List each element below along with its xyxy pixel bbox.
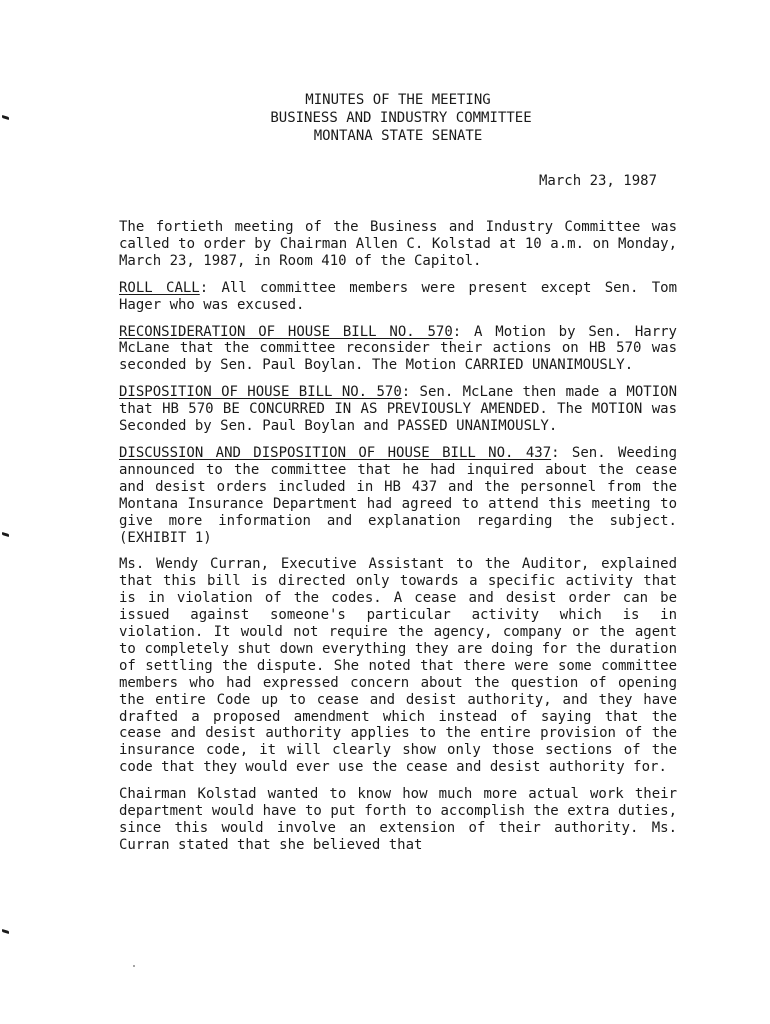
- paragraph-text: Chairman Kolstad wanted to know how much more actual work their department would have to put forth to accomplish the extra duties, since this would involve an extension of their authority. Ms. Curran stated that she believed that: [119, 786, 677, 853]
- section-heading: ROLL CALL: [119, 279, 200, 296]
- paragraph-roll-call: [119, 280, 677, 314]
- paragraph-text: : A Motion by Sen. Harry McLane that the committee reconsider their actions on HB 570 was seconded by Sen. Paul Boylan. The Motion CARRIED UNANIMOUSLY.: [119, 323, 677, 374]
- paragraph-curran-testimony: [119, 556, 677, 776]
- paragraph-disposition-hb570: [119, 384, 677, 435]
- scan-speck: [133, 965, 135, 967]
- paragraph-text: : All committee members were present except Sen. Tom Hager who was excused.: [119, 279, 677, 313]
- header-line-3: MONTANA STATE SENATE: [313, 128, 483, 144]
- paragraph-opening: [119, 219, 677, 270]
- document-header: [0, 91, 770, 145]
- paragraph-discussion-hb437: [119, 445, 677, 546]
- paragraph-text: The fortieth meeting of the Business and Industry Committee was called to order by Chairman Allen C. Kolstad at 10 a.m. on Monday, March 23, 1987, in Room 410 of the Capitol.: [119, 219, 677, 269]
- section-heading: DISCUSSION AND DISPOSITION OF HOUSE BILL NO. 437: [119, 444, 552, 461]
- paragraph-text: : Sen. McLane then made a MOTION that HB 570 BE CONCURRED IN AS PREVIOUSLY AMENDED. The MOTION was Seconded by Sen. Paul Boylan and PASSED UNANIMOUSLY.: [119, 384, 677, 435]
- header-line-1: MINUTES OF THE MEETING: [305, 92, 491, 108]
- paragraph-text: : Sen. Weeding announced to the committee that he had inquired about the cease and desist orders included in HB 437 and the personnel from the Montana Insurance Department had agreed to attend this meeting to give more information and explanation regarding the subject. (EXHIBIT 1): [119, 444, 677, 546]
- margin-mark: [2, 532, 9, 537]
- section-heading: DISPOSITION OF HOUSE BILL NO. 570: [119, 384, 402, 401]
- minutes-body: [119, 219, 677, 864]
- margin-mark: [2, 929, 9, 934]
- meeting-date: March 23, 1987: [539, 173, 658, 189]
- section-heading: RECONSIDERATION OF HOUSE BILL NO. 570: [119, 323, 453, 340]
- paragraph-reconsideration-hb570: [119, 324, 677, 375]
- paragraph-text: Ms. Wendy Curran, Executive Assistant to the Auditor, explained that this bill is directed only towards a specific activity that is in violation of the codes. A cease and desist order can be issued against someone's particular activity which is in violation. It would not require the agency, company or the agent to completely shut down everything they are doing for the duration of settling the dispute. She noted that there were some committee members who had expressed concern about the question of opening the entire Code up to cease and desist authority, and they have drafted a proposed amendment which instead of saying that the cease and desist authority applies to the entire provision of the insurance code, it will clearly show only those sections of the code that they would ever use the cease and desist authority for.: [119, 556, 677, 776]
- paragraph-kolstad-question: [119, 786, 677, 854]
- header-line-2: BUSINESS AND INDUSTRY COMMITTEE: [270, 110, 532, 126]
